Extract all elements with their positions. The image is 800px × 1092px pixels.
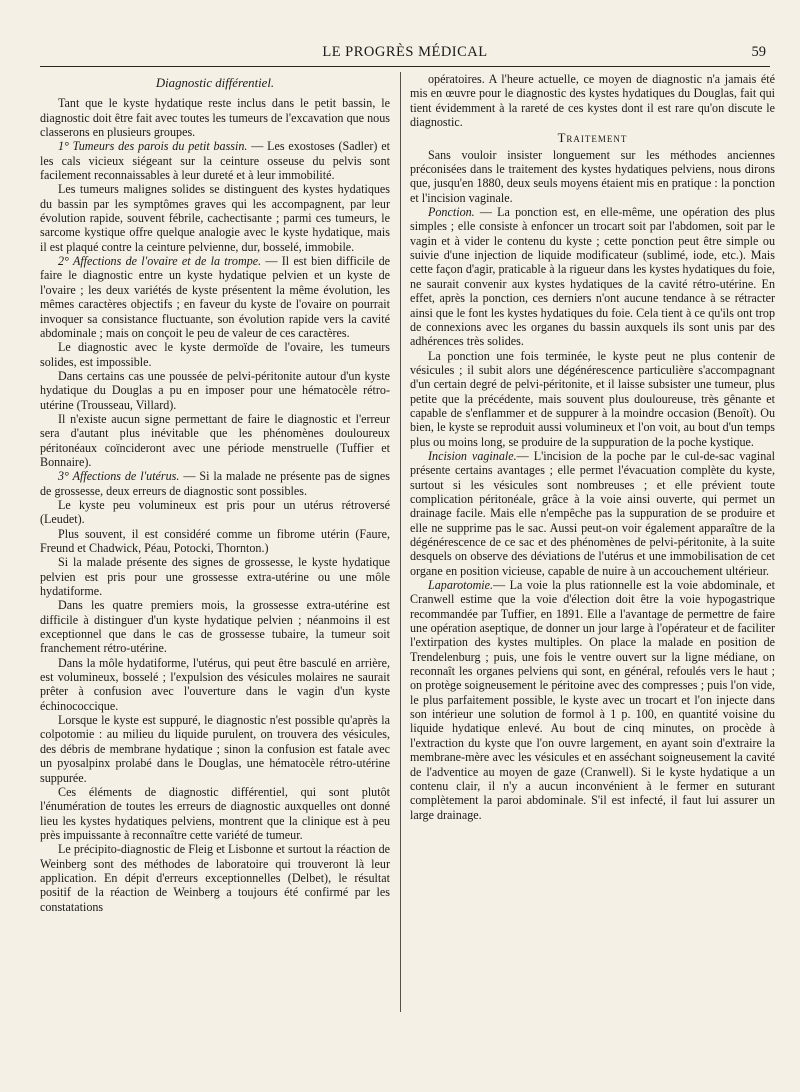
- paragraph-label: Ponction.: [428, 205, 475, 220]
- section-heading-traitement: Traitement: [557, 131, 628, 146]
- paragraph: Laparotomie.— La voie la plus rationnelle est la voie abdominale, et Cranwell estime que la voie d'élection doit être la voie hypogastrique recommandée par Tuffier, en 1891. Elle a l'avantage de permettre de faire une opération aseptique, de donner un jour large à l'opérateur et de faciliter l'extirpation des kystes multiples. On place la malade en position de Trendelenburg ; puis, une fois le ventre ouvert sur la ligne médiane, on reconnaît les organes pelviens qui sont, en général, refoulés vers le haut ; on protège soigneusement le péritoine avec des compresses ; puis l'on vide, le plus parfaitement possible, le kyste avec un trocart et l'on injecte dans son intérieur une solution de formol à 1 p. 100, en quantité voisine du liquide hydatique enlevé. Au bout de cinq minutes, on procède à l'extraction du kyste que l'on ouvre largement, en ayant soin d'extraire la membrane-mère avec les vésicules et en asséchant soigneusement la cavité de l'adventice au moyen de gaze (Cranwell). Si le kyste hydatique a un contenu clair, il n'y a aucun inconvénient à le fermer en suturant complètement la paroi abdominale. S'il est infecté, il faut lui assurer un large drainage.: [410, 578, 775, 822]
- paragraph: 1° Tumeurs des parois du petit bassin. — Les exostoses (Sadler) et les cals vicieux siégeant sur la ceinture osseuse du pelvis sont facilement reconnaissables à leur dureté et à leur immobilité.: [40, 139, 390, 183]
- paragraph: opératoires. A l'heure actuelle, ce moyen de diagnostic n'a jamais été mis en œuvre pour le diagnostic des kystes hydatiques du Douglas, fait qui tient évidemment à la rareté de ces kystes dont il est rare qu'on discute le diagnostic.: [410, 72, 775, 130]
- paragraph-label: 2° Affections de l'ovaire et de la trompe.: [58, 254, 262, 269]
- paragraph-label: Incision vaginale.: [428, 448, 517, 463]
- paragraph: Les tumeurs malignes solides se distinguent des kystes hydatiques du bassin par les symptômes graves qui les accompagnent, par leur évolution rapide, souvent fébrile, cachectisante ; parmi ces tumeurs, le sarcome kystique offre quelque analogie avec le kyste hydatique, mais il est plaqué contre la ceinture pelvienne, dur, bosselé, immobile.: [40, 182, 390, 254]
- paragraph-label: Laparotomie.: [428, 578, 494, 593]
- paragraph: 2° Affections de l'ovaire et de la trompe. — Il est bien difficile de faire le diagnostic entre un kyste hydatique pelvien et un kyste de l'ovaire ; les deux variétés de kyste présentent la même évolution, les mêmes caractères objectifs ; en faveur du kyste de l'ovaire on pourrait invoquer sa consistance fluctuante, son évolution rapide vers la cavité abdominale ; mais on conçoit le peu de valeur de ces caractères.: [40, 254, 390, 340]
- paragraph: Si la malade présente des signes de grossesse, le kyste hydatique pelvien est pris pour une grossesse extra-utérine ou une môle hydatiforme.: [40, 555, 390, 599]
- paragraph: Le diagnostic avec le kyste dermoïde de l'ovaire, les tumeurs solides, est impossible.: [40, 340, 390, 369]
- left-column: [40, 72, 390, 1028]
- paragraph: Incision vaginale.— L'incision de la poche par le cul-de-sac vaginal présente certains avantages ; elle permet l'évacuation complète du kyste, surtout si les vésicules sont nombreuses ; et elle prévient toute complication péritonéale, grâce à la voie ainsi ouverte, qui permet un drainage facile. Mais elle n'empêche pas la suppuration de se produire et elle ne supprime pas le sac. Aussi peut-on voir également apparaître de la dégénérescence de ce sac et des phénomènes de pelvi-péritonite, à la suite desquels on observe des déviations de l'utérus et une immobilisation de cet organe en position vicieuse, capable de nuire à un accouchement ultérieur.: [410, 448, 775, 578]
- paragraph: 3° Affections de l'utérus. — Si la malade ne présente pas de signes de grossesse, deux erreurs de diagnostic sont possibles.: [40, 469, 390, 498]
- paragraph: Ces éléments de diagnostic différentiel, qui sont plutôt l'énumération de toutes les erreurs de diagnostic auxquelles ont donné lieu les kystes hydatiques pelviens, montrent que la clinique est à peu près impuissante à reconnaître cette variété de tumeur.: [40, 784, 390, 842]
- paragraph: Il n'existe aucun signe permettant de faire le diagnostic et l'erreur sera d'autant plus inévitable que les phénomènes douloureux péritonéaux coïncideront avec une période menstruelle (Tuffier et Bonnaire).: [40, 411, 390, 469]
- paragraph: Lorsque le kyste est suppuré, le diagnostic n'est possible qu'après la colpotomie : au milieu du liquide purulent, on trouvera des vésicules, des débris de membrane hydatique ; sinon la confusion est fatale avec un pyosalpinx prolabé dans le Douglas, une hématocèle rétro-utérine suppurée.: [40, 713, 390, 785]
- paragraph: Dans certains cas une poussée de pelvi-péritonite autour d'un kyste hydatique du Douglas a pu en imposer pour une hématocèle rétro-utérine (Trousseau, Villard).: [40, 368, 390, 412]
- paragraph: Le précipito-diagnostic de Fleig et Lisbonne et surtout la réaction de Weinberg sont des méthodes de laboratoire qui trouveront là leur application. En dépit d'erreurs exceptionnelles (Delbet), le résultat positif de la réaction de Weinberg a toujours été confirmé par les constatations: [40, 842, 390, 914]
- paragraph: Dans les quatre premiers mois, la grossesse extra-utérine est difficile à distinguer d'un kyste hydatique pelvien ; néanmoins il est exceptionnel que dans le cas de grossesse tubaire, la tumeur soit franchement rétro-utérine.: [40, 598, 390, 656]
- paragraph-label: 3° Affections de l'utérus.: [58, 469, 180, 484]
- paragraph: Le kyste peu volumineux est pris pour un utérus rétroversé (Leudet).: [40, 497, 390, 527]
- paragraph: La ponction une fois terminée, le kyste peut ne plus contenir de vésicules ; il subit alors une dégénérescence particulière s'accompagnant d'un certain degré de pelvi-péritonite, et il laisse subsister une tumeur, plus petite que la précédente, mais souvent plus douloureuse, très gênante et capable de s'enflammer et de suppurer à la moindre occasion (Benoît). Ou bien, le kyste se reproduit aussi volumineux et l'on voit, au bout d'un temps plus ou moins long, se produire de la suppuration de la poche kystique.: [410, 348, 775, 449]
- paragraph: Ponction. — La ponction est, en elle-même, une opération des plus simples ; elle consiste à enfoncer un trocart soit par l'abdomen, soit par le vagin et à vider le contenu du kyste ; cette ponction peut être simple ou suivie d'une injection de liquide modificateur (sublimé, iode, etc.). Mais cette façon d'agir, praticable à la rigueur dans les kystes hydatiques du foie, ne saurait convenir aux kystes hydatiques de la cavité rétro-utérine. En effet, après la ponction, ces derniers n'ont aucune tendance à se rétracter ainsi que le font les kystes hydatiques du foie. Cela tient à ce qu'ils ont trop de connexions avec les organes du bassin auxquels ils sont unis par des adhérences très solides.: [410, 205, 775, 349]
- page-header: [40, 44, 770, 68]
- right-column: [410, 72, 775, 1028]
- paragraph: Tant que le kyste hydatique reste inclus dans le petit bassin, le diagnostic doit être fait avec toutes les tumeurs de l'excavation que nous classerons en plusieurs groupes.: [40, 96, 390, 140]
- paragraph: Dans la môle hydatiforme, l'utérus, qui peut être basculé en arrière, est volumineux, bosselé ; l'expulsion des vésicules molaires ne saurait prêter à confusion avec l'ouverture dans le vagin d'un kyste échinococcique.: [40, 655, 390, 713]
- paragraph-label: 1° Tumeurs des parois du petit bassin.: [58, 139, 248, 154]
- paragraph: Sans vouloir insister longuement sur les méthodes anciennes préconisées dans le traitement des kystes hydatiques pelviens, nous dirons que, jusqu'en 1880, deux seuls moyens étaient mis en pratique : la ponction et l'incision vaginale.: [410, 147, 775, 205]
- section-heading-diagnostic: Diagnostic différentiel.: [155, 76, 275, 90]
- page-number: 59: [751, 44, 766, 60]
- paragraph: Plus souvent, il est considéré comme un fibrome utérin (Faure, Freund et Chadwick, Péau, Potocki, Thornton.): [40, 526, 390, 555]
- running-title: LE PROGRÈS MÉDICAL: [322, 44, 488, 60]
- column-divider: [400, 72, 401, 1012]
- header-rule: [40, 66, 770, 67]
